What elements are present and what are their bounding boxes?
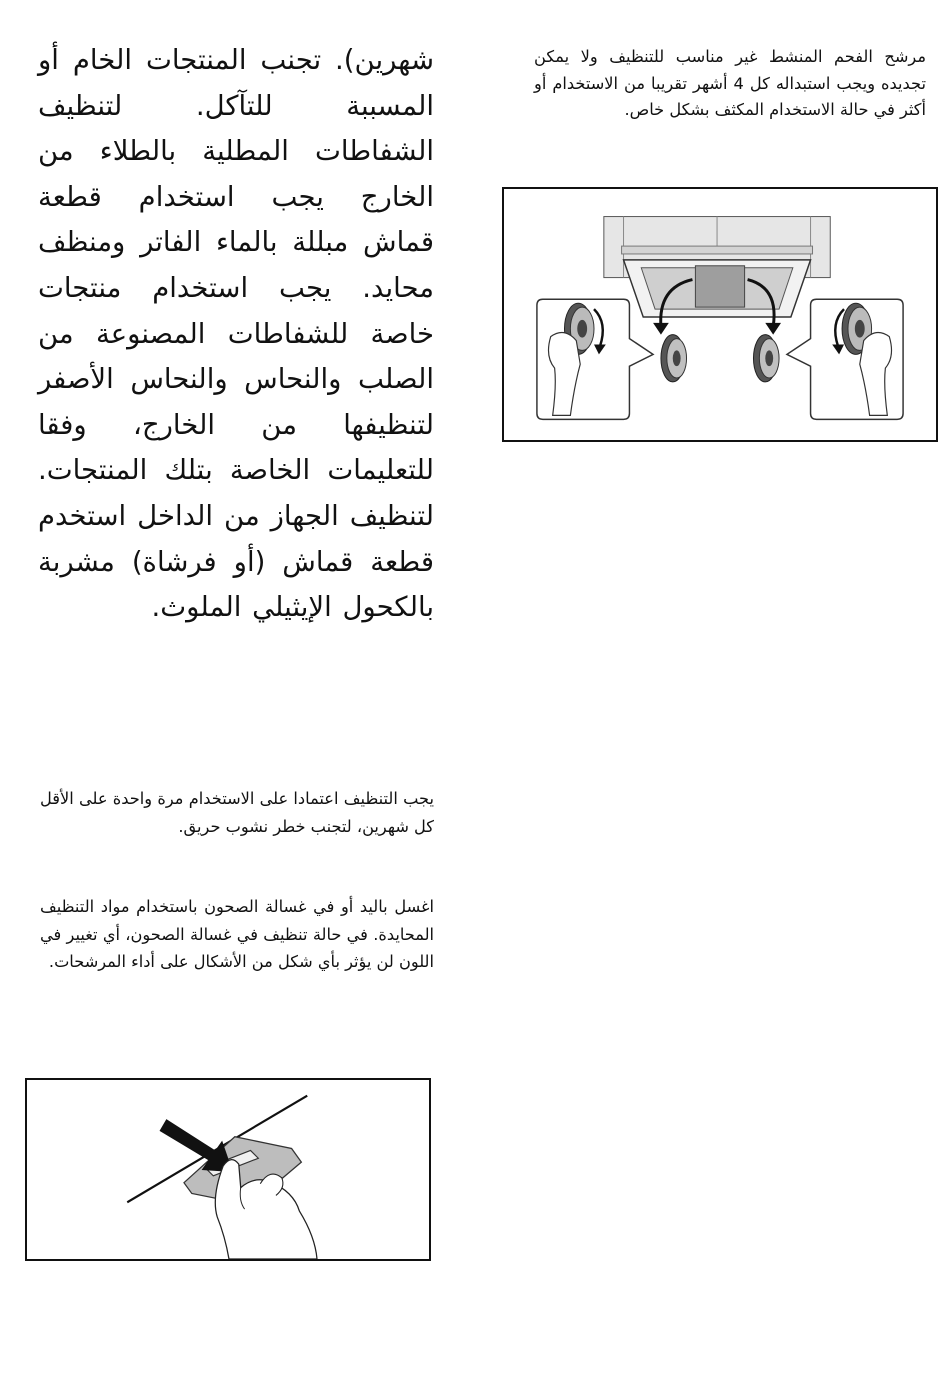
carbon-filter-illustration-icon [504,189,936,440]
main-paragraph: شهرين). تجنب المنتجات الخام أو المسببة للتآكل. لتنظيف الشفاطات المطلية بالطلاء من الخارج يجب استخدام قطعة قماش مبللة بالماء الفاتر ومنظف محايد. يجب استخدام منتجات خاصة للشفاطات المصنوعة من الصلب والنحاس والنحاس الأصفر لتنظيفها من الخارج، وفقا للتعليمات الخاصة بتلك المنتجات. لتنظيف الجهاز من الداخل استخدم قطعة قماش (أو فرشاة) مشربة بالكحول الإيثيلي الملوث. [38,44,434,624]
grease-filter-figure [25,1078,431,1261]
grease-filter-illustration-icon [27,1080,429,1259]
washing-paragraph: اغسل باليد أو في غسالة الصحون باستخدام مواد التنظيف المحايدة. في حالة تنظيف في غسالة الصحون، أي تغيير في اللون لن يؤثر بأي شكل من الأشكال على أداء المرشحات. [40,897,434,971]
carbon-filter-paragraph: مرشح الفحم المنشط غير مناسب للتنظيف ولا يمكن تجديده ويجب استبداله كل 4 أشهر تقريبا من الاستخدام أو أكثر في حالة الاستخدام المكثف بشكل خاص. [534,47,926,119]
carbon-filter-figure [502,187,938,442]
cleaning-paragraph: يجب التنظيف اعتمادا على الاستخدام مرة واحدة على الأقل كل شهرين، لتجنب خطر نشوب حريق. [40,789,434,836]
